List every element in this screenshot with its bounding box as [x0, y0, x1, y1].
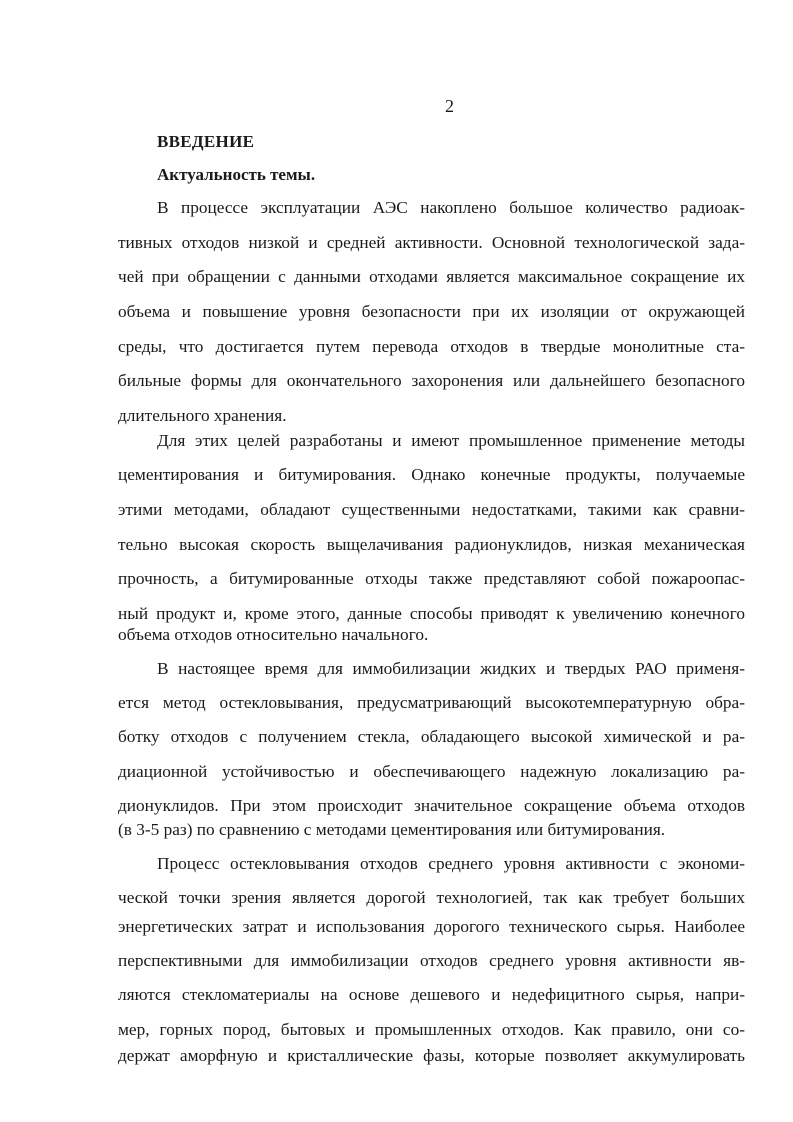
section-heading: ВВЕДЕНИЕ [157, 132, 255, 151]
text-line: объема и повышение уровня безопасности при их изоляции от окружающей [118, 302, 745, 321]
text-line: перспективными для иммобилизации отходов среднего уровня активности яв- [118, 951, 745, 970]
text-line: Процесс остекловывания отходов среднего уровня активности с экономи- [157, 854, 745, 873]
text-line: этими методами, обладают существенными недостатками, такими как сравни- [118, 500, 745, 519]
text-line: чей при обращении с данными отходами является максимальное сокращение их [118, 267, 745, 286]
text-line: диационной устойчивостью и обеспечивающего надежную локализацию ра- [118, 762, 745, 781]
text-line: ляются стекломатериалы на основе дешевого и недефицитного сырья, напри- [118, 985, 745, 1004]
text-line: тивных отходов низкой и средней активности. Основной технологической зада- [118, 233, 745, 252]
text-line: мер, горных пород, бытовых и промышленных отходов. Как правило, они со- [118, 1020, 745, 1039]
text-line: Для этих целей разработаны и имеют промышленное применение методы [157, 431, 745, 450]
text-line: ческой точки зрения является дорогой технологией, так как требует больших [118, 888, 745, 907]
text-line: (в 3-5 раз) по сравнению с методами цементирования или битумирования. [118, 820, 666, 839]
text-line: держат аморфную и кристаллические фазы, которые позволяет аккумулировать [118, 1046, 745, 1065]
text-line: ется метод остекловывания, предусматривающий высокотемпературную обра- [118, 693, 745, 712]
text-line: цементирования и битумирования. Однако конечные продукты, получаемые [118, 465, 745, 484]
text-line: В процессе эксплуатации АЭС накоплено большое количество радиоак- [157, 198, 745, 217]
section-subheading: Актуальность темы. [157, 165, 316, 184]
text-line: ботку отходов с получением стекла, обладающего высокой химической и ра- [118, 727, 745, 746]
text-line: тельно высокая скорость выщелачивания радионуклидов, низкая механическая [118, 535, 745, 554]
text-line: дионуклидов. При этом происходит значительное сокращение объема отходов [118, 796, 745, 815]
text-line: прочность, а битумированные отходы также представляют собой пожароопас- [118, 569, 745, 588]
text-line: среды, что достигается путем перевода отходов в твердые монолитные ста- [118, 337, 745, 356]
text-line: объема отходов относительно начального. [118, 625, 429, 644]
text-line: В настоящее время для иммобилизации жидких и твердых РАО применя- [157, 659, 745, 678]
page-number: 2 [445, 96, 454, 116]
text-line: бильные формы для окончательного захоронения или дальнейшего безопасного [118, 371, 745, 390]
text-line: энергетических затрат и использования дорогого технического сырья. Наиболее [118, 917, 745, 936]
text-line: длительного хранения. [118, 406, 287, 425]
text-line: ный продукт и, кроме этого, данные способы приводят к увеличению конечного [118, 604, 745, 623]
